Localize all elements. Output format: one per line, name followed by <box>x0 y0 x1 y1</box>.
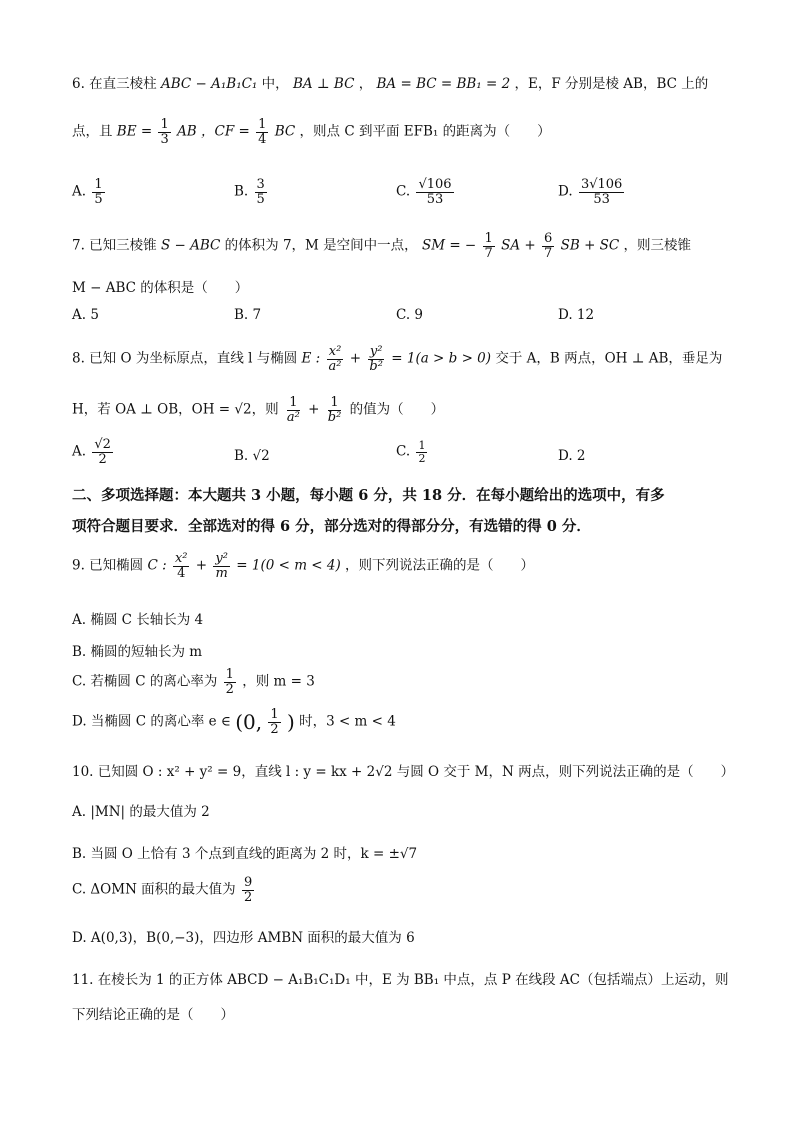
q6-text: 中， <box>261 76 289 92</box>
interval-left: (0, <box>235 710 263 735</box>
q10-stem-text: 10. 已知圆 O : x² + y² = 9，直线 l : y = kx + 2√2 与圆 O 交于 M，N 两点，则下列说法正确的是（ ） <box>72 764 735 780</box>
q11-stem-text: 11. 在棱长为 1 的正方体 ABCD − A₁B₁C₁D₁ 中，E 为 BB₁ 中点，点 P 在线段 AC（包括端点）上运动，则 <box>72 972 729 988</box>
fraction-numerator: √2 <box>94 437 111 452</box>
option-text: B. 7 <box>234 307 262 323</box>
q8-option-c <box>396 440 429 464</box>
q8-x-fraction <box>327 345 344 373</box>
q9-text-end: ，则下列说法正确的是（ ） <box>345 557 535 574</box>
option-letter: C. <box>396 183 411 200</box>
fraction-numerator: x² <box>328 344 342 359</box>
fraction-denominator: b² <box>327 409 342 425</box>
fraction-denominator: 2 <box>243 889 253 905</box>
fraction-denominator: 2 <box>418 451 426 465</box>
q7-line2 <box>72 276 248 296</box>
q8-a-fraction <box>285 396 302 424</box>
fraction-numerator: 6 <box>544 231 553 246</box>
option-text: B. √2 <box>234 448 270 464</box>
q8-line2 <box>72 396 444 424</box>
q6-cf: ，CF = <box>201 123 250 140</box>
option-text: C. 若椭圆 C 的离心率为 <box>72 673 218 690</box>
q9-option-d <box>72 708 396 736</box>
q6-option-c <box>396 178 456 206</box>
q7-vector-sb-sc: SB + SC <box>560 237 620 254</box>
q6-bc: BC <box>274 123 296 140</box>
fraction-numerator: 9 <box>243 875 253 890</box>
fraction-numerator: 1 <box>418 439 426 452</box>
fraction-denominator: 5 <box>94 191 103 207</box>
fraction-denominator: 3 <box>160 131 169 147</box>
q10-option-c <box>72 876 256 904</box>
option-text: D. 2 <box>558 448 586 464</box>
plus-sign: + <box>308 401 320 418</box>
fraction-numerator: 1 <box>160 117 169 132</box>
q7-vector-sm: SM = − <box>421 237 477 254</box>
q9-option-a <box>72 608 203 628</box>
q6-ab: AB <box>177 123 197 140</box>
fraction-denominator: a² <box>286 409 300 425</box>
q7-text: M − ABC 的体积是（ ） <box>72 280 249 296</box>
option-letter: B. <box>234 183 249 200</box>
option-text: C. ΔOMN 面积的最大值为 <box>72 881 236 898</box>
plus-sign: + <box>195 557 208 574</box>
option-letter: A. <box>72 443 87 460</box>
q8-y-fraction <box>367 345 385 373</box>
option-text: B. 当圆 O 上恰有 3 个点到直线的距离为 2 时，k = ±√7 <box>72 846 418 862</box>
fraction-denominator: 4 <box>177 565 186 581</box>
q6-prism: ABC − A₁B₁C₁ <box>160 76 258 92</box>
q11-line2 <box>72 1003 234 1023</box>
option-fraction <box>416 178 453 206</box>
q6-line2 <box>72 118 551 146</box>
q8-option-d <box>558 448 586 464</box>
option-letter: A. <box>72 183 87 200</box>
q7-text-end: ，则三棱锥 <box>623 237 692 254</box>
fraction-numerator: y² <box>369 344 383 359</box>
section-heading-text: 项符合题目要求．全部选对的得 6 分，部分选对的得部分分，有选错的得 0 分． <box>72 518 591 535</box>
q11-text: 下列结论正确的是（ ） <box>72 1007 234 1023</box>
q8-text: H，若 OA ⊥ OB，OH = √2，则 <box>72 401 279 418</box>
option-fraction <box>92 438 113 466</box>
option-letter: D. <box>558 183 573 200</box>
q10-option-d <box>72 926 415 946</box>
q10-option-a <box>72 800 210 820</box>
option-text: A. |MN| 的最大值为 2 <box>72 804 210 820</box>
q10-stem <box>72 760 734 780</box>
q10-option-b <box>72 842 417 862</box>
fraction-denominator: 5 <box>256 191 265 207</box>
option-text-end: 时，3 < m < 4 <box>299 713 396 730</box>
q9-eq: = 1(0 < m < 4) <box>236 557 341 574</box>
fraction-numerator: 1 <box>270 707 279 722</box>
q6-text: 点，且 <box>72 123 113 140</box>
fraction-denominator: m <box>215 565 228 581</box>
q8-b-fraction <box>326 396 344 424</box>
q6-be: BE = <box>116 123 153 140</box>
section-heading-line1 <box>72 484 665 505</box>
fraction-denominator: a² <box>328 358 342 374</box>
interval-right: ) <box>286 710 295 735</box>
fraction-denominator: b² <box>369 358 383 374</box>
q8-text-end: 的值为（ ） <box>349 401 445 418</box>
q6-cf-fraction <box>256 118 268 146</box>
option-fraction <box>242 876 254 904</box>
q7-option-a <box>72 307 99 323</box>
q7-option-d <box>558 307 594 323</box>
q7-fraction-1 <box>483 232 495 260</box>
fraction-numerator: 1 <box>289 395 298 410</box>
option-text: A. 5 <box>72 307 99 323</box>
q8-option-b <box>234 448 270 464</box>
q6-option-d <box>558 178 626 206</box>
option-text-end: ，则 m = 3 <box>242 673 315 690</box>
q9-option-b <box>72 640 202 660</box>
q8-ellipse-eq: = 1(a > b > 0) <box>391 350 492 367</box>
option-fraction <box>224 668 236 696</box>
section-heading-text: 二、多项选择题：本大题共 3 小题，每小题 6 分，共 18 分．在每小题给出的选项中，有多 <box>72 487 665 504</box>
q7-line1 <box>72 232 691 260</box>
option-fraction <box>268 708 280 736</box>
option-fraction <box>255 178 267 206</box>
q6-option-b <box>234 178 269 206</box>
option-text: B. 椭圆的短轴长为 m <box>72 644 203 660</box>
fraction-numerator: y² <box>215 551 228 566</box>
fraction-numerator: 1 <box>225 667 234 682</box>
fraction-denominator: 2 <box>225 681 234 697</box>
fraction-numerator: x² <box>174 551 188 566</box>
q9-stem-text: 9. 已知椭圆 <box>72 557 144 574</box>
q6-eq: BA = BC = BB₁ = 2 <box>376 76 511 92</box>
fraction-denominator: 7 <box>484 245 493 261</box>
q9-option-c <box>72 668 315 696</box>
fraction-denominator: 7 <box>544 245 553 261</box>
option-text: D. 12 <box>558 307 595 323</box>
option-text: A. 椭圆 C 长轴长为 4 <box>72 612 204 628</box>
plus-sign: + <box>349 350 362 367</box>
q8-text-end: 交于 A，B 两点，OH ⊥ AB，垂足为 <box>495 350 723 367</box>
option-text: D. A(0,3)，B(0,−3)，四边形 AMBN 面积的最大值为 6 <box>72 930 415 946</box>
fraction-denominator: 2 <box>270 721 279 737</box>
q6-perp: BA ⊥ BC <box>292 76 355 92</box>
q8-option-a <box>72 438 115 466</box>
option-text: D. 当椭圆 C 的离心率 e ∈ <box>72 713 231 730</box>
fraction-denominator: 4 <box>258 131 267 147</box>
q8-line1 <box>72 345 722 373</box>
q8-ellipse-label: E : <box>301 350 321 367</box>
option-fraction <box>92 178 104 206</box>
q7-text: 的体积为 7，M 是空间中一点， <box>224 237 418 254</box>
q9-x-fraction <box>173 552 190 580</box>
section-heading-line2 <box>72 515 591 536</box>
fraction-denominator: 53 <box>593 191 610 207</box>
fraction-numerator: 3√106 <box>580 177 623 192</box>
q6-be-fraction <box>158 118 170 146</box>
fraction-numerator: 1 <box>330 395 339 410</box>
q6-comma: ， <box>358 76 373 92</box>
fraction-numerator: 1 <box>258 117 267 132</box>
fraction-denominator: 53 <box>426 191 444 207</box>
q7-vector-sa: SA + <box>501 237 536 254</box>
fraction-numerator: 1 <box>484 231 493 246</box>
option-letter: C. <box>396 443 411 460</box>
option-fraction <box>416 440 427 464</box>
fraction-numerator: 1 <box>94 177 103 192</box>
fraction-denominator: 2 <box>98 451 107 467</box>
q7-option-b <box>234 307 261 323</box>
q9-stem <box>72 552 534 580</box>
q11-line1 <box>72 968 728 988</box>
fraction-numerator: 3 <box>256 177 265 192</box>
q6-option-a <box>72 178 107 206</box>
q7-fraction-2 <box>542 232 554 260</box>
q6-line1 <box>72 72 708 92</box>
q7-option-c <box>396 307 423 323</box>
q7-stem-text: 7. 已知三棱锥 <box>72 237 157 254</box>
option-text: C. 9 <box>396 307 424 323</box>
fraction-numerator: √106 <box>418 177 452 192</box>
q9-ellipse-label: C : <box>147 557 167 574</box>
q6-stem-text: 6. 在直三棱柱 <box>72 76 157 92</box>
q8-stem-text: 8. 已知 O 为坐标原点，直线 l 与椭圆 <box>72 350 298 367</box>
q6-text-end: ，E，F 分别是棱 AB，BC 上的 <box>514 76 709 92</box>
q9-y-fraction <box>213 552 230 580</box>
q7-pyramid: S − ABC <box>160 237 221 254</box>
q6-text-end: ，则点 C 到平面 EFB₁ 的距离为（ ） <box>299 123 551 140</box>
option-fraction <box>579 178 624 206</box>
